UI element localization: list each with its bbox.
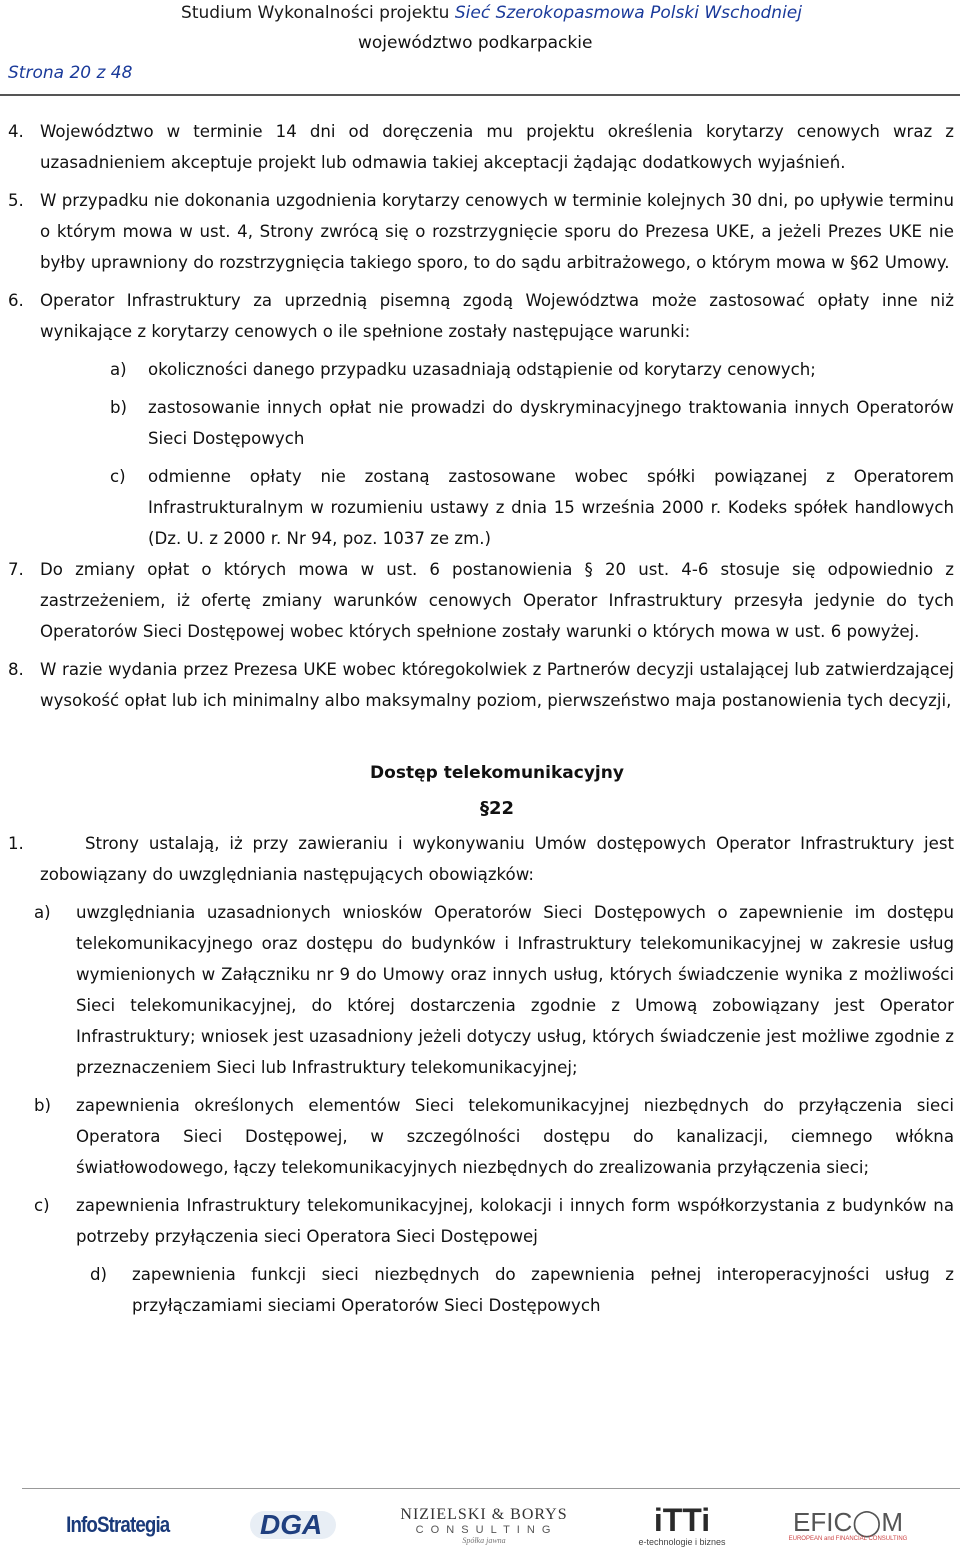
- sub-item-label: b): [34, 1096, 52, 1115]
- dga-logo: DGA: [250, 1500, 336, 1550]
- study-prefix: Studium Wykonalności projektu: [181, 3, 455, 23]
- sub-item-label: a): [110, 360, 127, 379]
- sub-item: [8, 1190, 954, 1252]
- sub-item-text: zapewnienia funkcji sieci niezbędnych do zapewnienia pełnej interoperacyjności usług z przyłączamiami sieciami Operatorów Sieci Dostępowych: [132, 1265, 954, 1315]
- infostrategia-logo: InfoStrategia: [66, 1512, 170, 1537]
- sub-item: [8, 1090, 954, 1183]
- sub-item-label: a): [34, 903, 51, 922]
- sub-item-label: b): [110, 398, 128, 417]
- item-text: W przypadku nie dokonania uzgodnienia korytarzy cenowych w terminie kolejnych 30 dni, po upływie terminu o którym mowa w ust. 4, Strony zwrócą się o rozstrzygnięcie sporu do Prezesa UKE, a jeżeli Prezes UKE nie byłby uprawniony do rozstrzygnięcia takiego sporo, to do sądu arbitrażowego, o którym mowa w §62 Umowy.: [40, 191, 954, 272]
- document-body: [8, 116, 954, 1321]
- item-text: W razie wydania przez Prezesa UKE wobec któregokolwiek z Partnerów decyzji ustalającej lub zatwierdzającej wysokość opłat lub ich minimalny albo maksymalny poziom, pierwszeństwo maja postanowienia tych decyzji,: [40, 660, 954, 710]
- page-header: [0, 0, 960, 98]
- footer-divider: [22, 1488, 960, 1489]
- sub-item-label: c): [110, 467, 126, 486]
- sub-item-text: odmienne opłaty nie zostaną zastosowane wobec spółki powiązanej z Operatorem Infrastrukturalnym w rozumieniu ustawy z dnia 15 września 2000 r. Kodeks spółek handlowych (Dz. U. z 2000 r. Nr 94, poz. 1037 ze zm.): [148, 467, 954, 548]
- item-number: 1.: [8, 834, 24, 853]
- item-number: 8.: [8, 660, 24, 679]
- page-footer: [0, 1488, 960, 1565]
- sub-item: [8, 1259, 954, 1321]
- sub-item-label: c): [34, 1196, 50, 1215]
- sub-item-text: zastosowanie innych opłat nie prowadzi do dyskryminacyjnego traktowania innych Operatorów Sieci Dostępowych: [148, 398, 954, 448]
- itti-logo: iTTi e-technologie i biznes: [638, 1502, 726, 1547]
- sub-item-label: d): [90, 1265, 108, 1284]
- sub-item-text: uwzględniania uzasadnionych wniosków Operatorów Sieci Dostępowych o zapewnienie im dostępu telekomunikacyjnego oraz dostępu do budynków i Infrastruktury telekomunikacyjnej w zakresie usług wymienionych w Załączniku nr 9 do Umowy oraz innych usług, których świadczenie wynika z możliwości Sieci telekomunikacyjnej, do której dostarczenia zgodnie z Umową zobowiązany jest Operator Infrastruktury; wniosek jest uzasadniony jeżeli dotyczy usług, których świadczenie jest możliwe zgodnie z przeznaczeniem Sieci lub Infrastruktury telekomunikacyjnej;: [76, 903, 954, 1077]
- item-number: 6.: [8, 291, 24, 310]
- list-item: [8, 828, 954, 890]
- item-text: Operator Infrastruktury za uprzednią pisemną zgodą Województwa może zastosować opłaty inne niż wynikające z korytarzy cenowych o ile spełnione zostały następujące warunki:: [40, 291, 954, 341]
- project-name: Sieć Szerokopasmowa Polski Wschodniej: [454, 3, 802, 23]
- item-text: Do zmiany opłat o których mowa w ust. 6 postanowienia § 20 ust. 4-6 stosuje się odpowiednio z zastrzeżeniem, iż ofertę zmiany warunków cenowych Operator Infrastruktury przesyła jedynie do tych Operatorów Sieci Dostępowej wobec których spełnione zostały warunki o których mowa w ust. 6 powyżej.: [40, 560, 954, 641]
- eficom-logo: EFIC◯M EUROPEAN and FINANCIAL CONSULTING: [788, 1507, 908, 1542]
- sub-item-text: okoliczności danego przypadku uzasadniają odstąpienie od korytarzy cenowych;: [148, 360, 816, 379]
- header-divider: [0, 94, 960, 96]
- nizielski-borys-logo: NIZIELSKI & BORYS C O N S U L T I N G Spółka jawna: [400, 1505, 568, 1545]
- sub-item: [8, 461, 954, 554]
- section-title: Dostęp telekomunikacyjny: [370, 763, 624, 783]
- sub-item-text: zapewnienia określonych elementów Sieci telekomunikacyjnej niezbędnych do przyłączenia sieci Operatora Sieci Dostępowej, w szczególności dostępu do kanalizacji, ciemnego włókna światłowodowego, łączy telekomunikacyjnych niezbędnych do zrealizowania przyłączenia sieci;: [76, 1096, 954, 1177]
- item-text: Województwo w terminie 14 dni od doręczenia mu projektu określenia korytarzy cenowych wraz z uzasadnieniem akceptuje projekt lub odmawia takiej akceptacji żądając dodatkowych wyjaśnień.: [40, 122, 954, 172]
- sub-item: [8, 897, 954, 1083]
- list-item: [8, 285, 954, 347]
- item-number: 7.: [8, 560, 24, 579]
- sub-item-text: zapewnienia Infrastruktury telekomunikacyjnej, kolokacji i innych form współkorzystania z budynków na potrzeby przyłączenia sieci Operatora Sieci Dostępowej: [76, 1196, 954, 1246]
- sub-item: [8, 354, 954, 385]
- item-number: 5.: [8, 191, 24, 210]
- study-title: [181, 3, 802, 23]
- list-item: [8, 185, 954, 278]
- sub-item: [8, 392, 954, 454]
- item-text: Strony ustalają, iż przy zawieraniu i wykonywaniu Umów dostępowych Operator Infrastruktury jest zobowiązany do uwzględniania następujących obowiązków:: [40, 834, 954, 884]
- list-item: [8, 654, 954, 716]
- item-number: 4.: [8, 122, 24, 141]
- paragraph-number: §22: [479, 798, 515, 819]
- list-item: [8, 554, 954, 647]
- page-number: Strona 20 z 48: [8, 63, 133, 83]
- region-label: województwo podkarpackie: [358, 33, 593, 53]
- list-item: [8, 116, 954, 178]
